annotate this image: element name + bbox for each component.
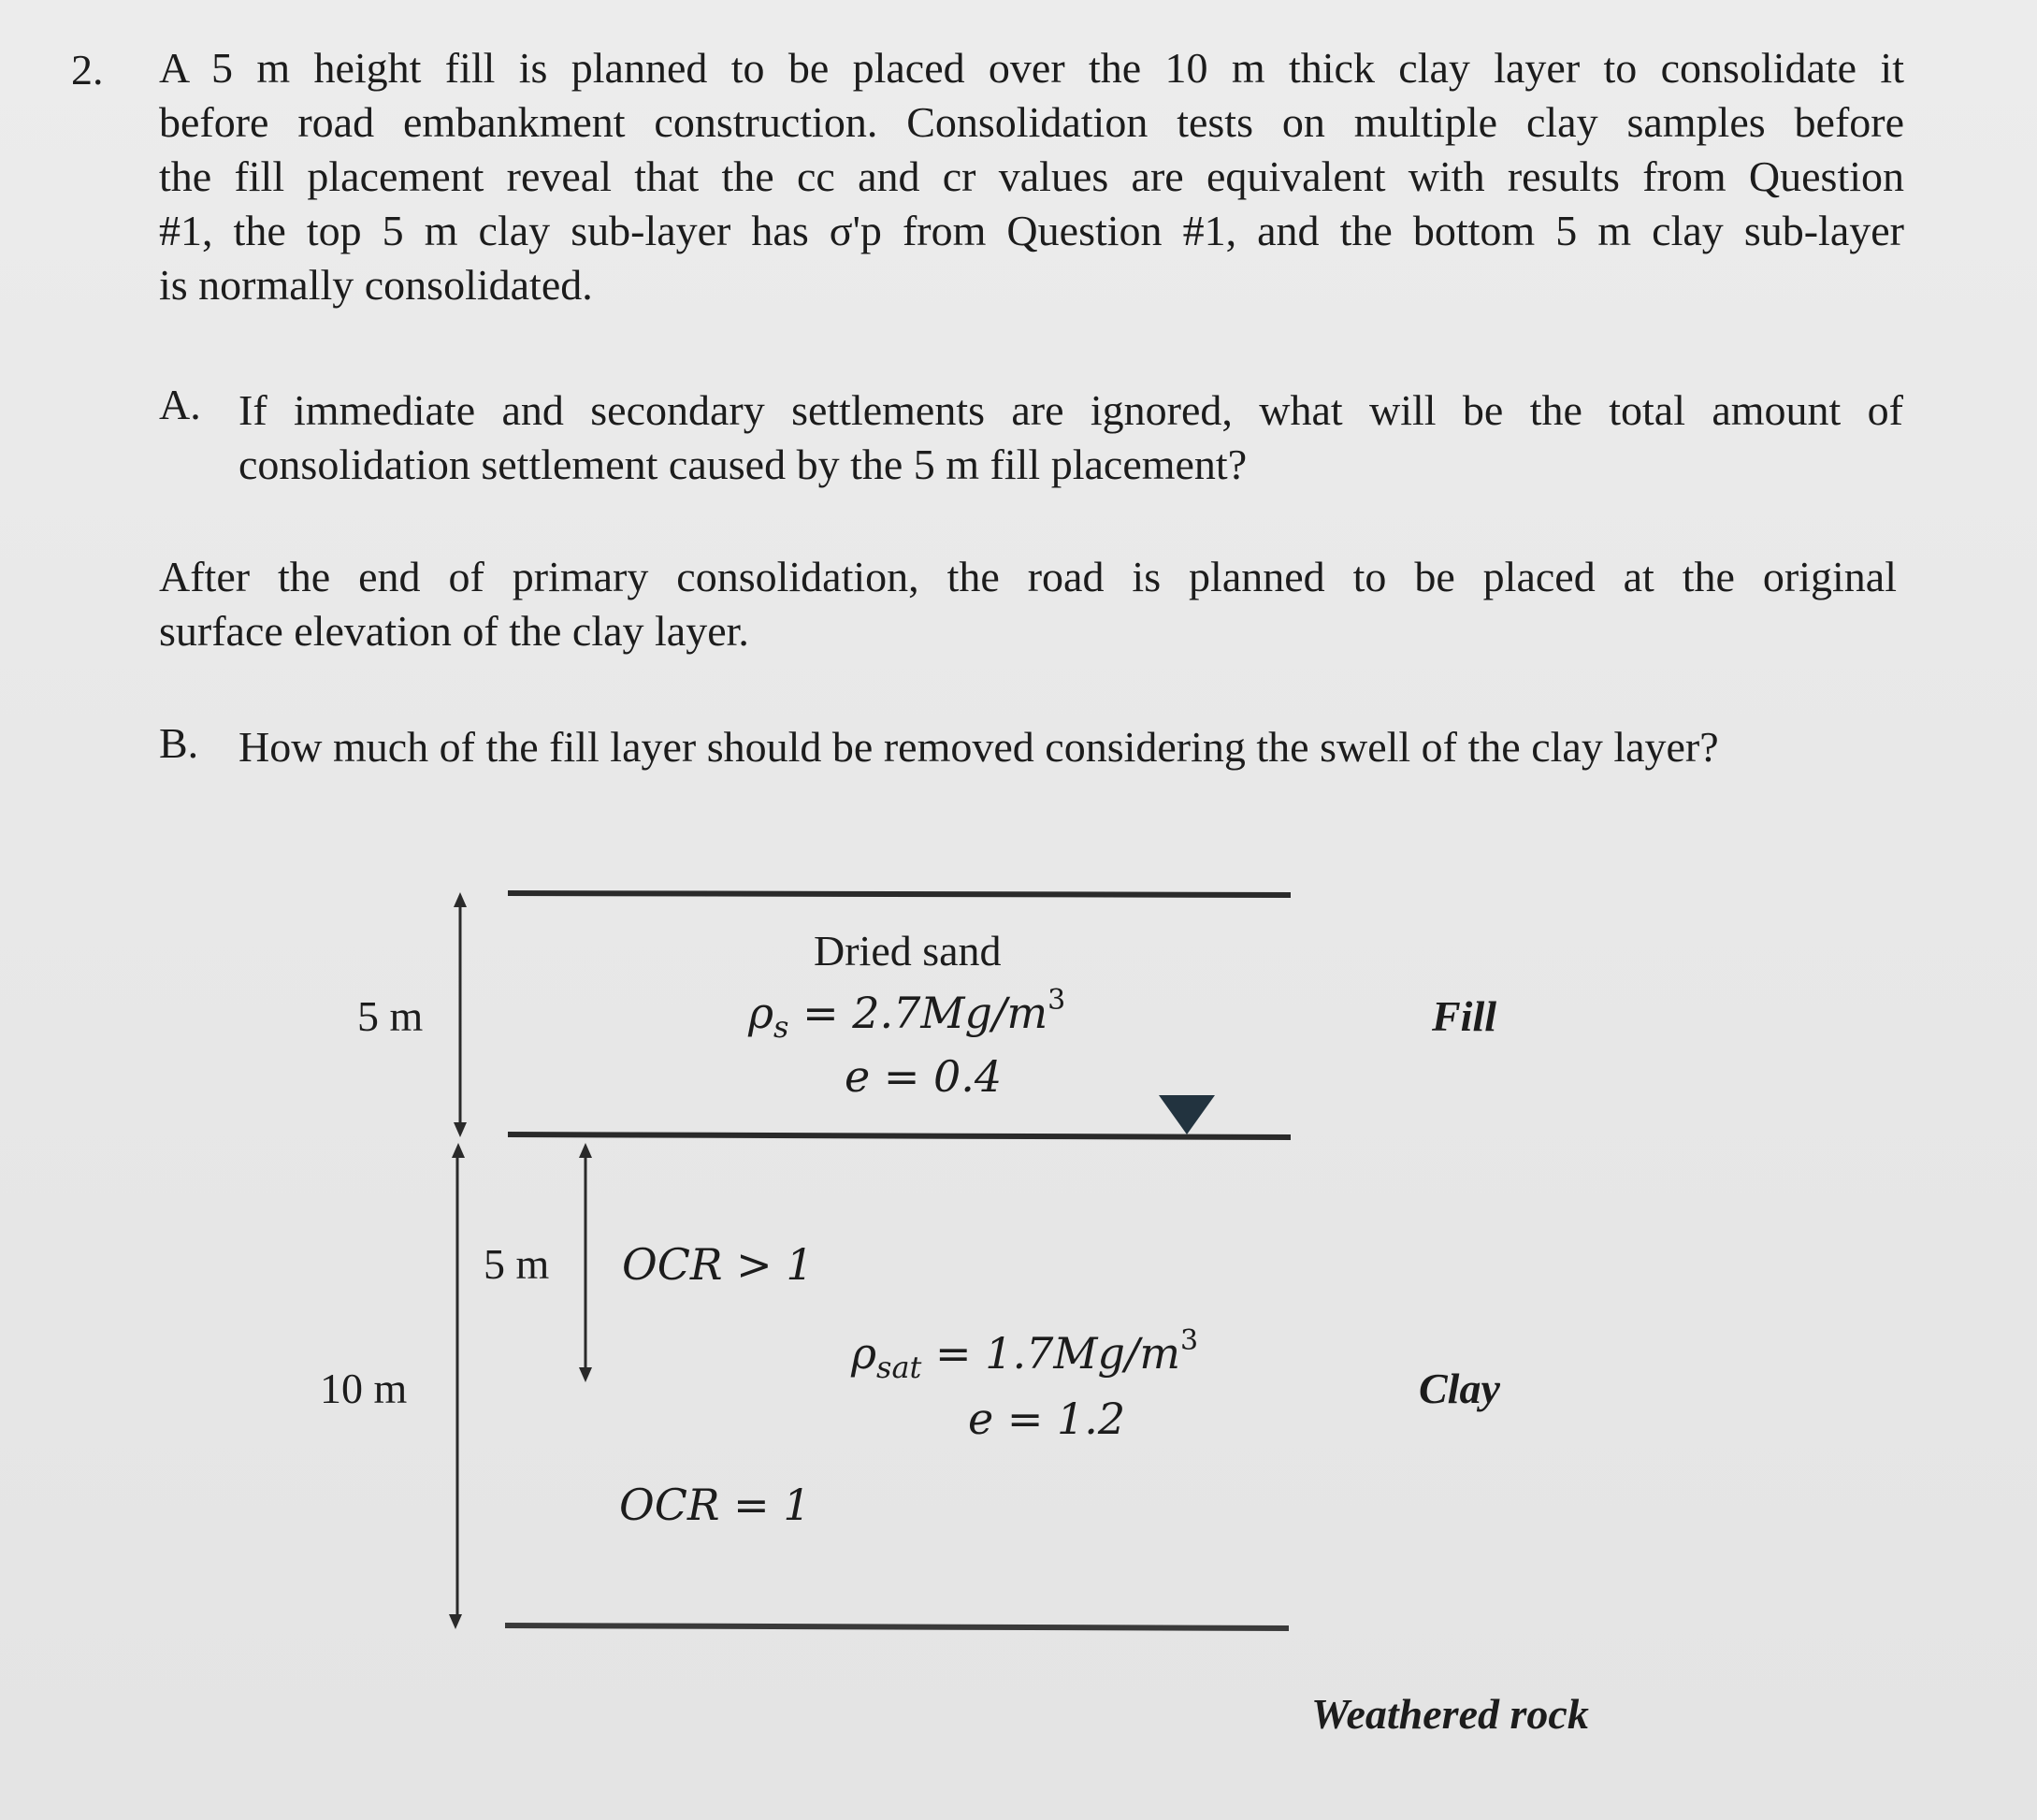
intro-line-1: A 5 m height fill is planned to be placed over the 10 m thick clay layer to consolidate it	[159, 44, 1904, 92]
fill-layer-label: Fill	[1432, 992, 1497, 1040]
ocr-top-label: OCR > 1	[622, 1239, 814, 1290]
fill-material-label: Dried sand	[814, 927, 1002, 975]
fill-density-label	[748, 984, 1066, 1045]
fill-void-ratio-label: e = 0.4	[845, 1051, 1003, 1102]
intro-line-2: before road embankment construction. Consolidation tests on multiple clay samples before	[159, 98, 1904, 146]
clay-density-subscript: sat	[876, 1350, 922, 1385]
fill-density-value: = 2.7Mg/m	[802, 988, 1048, 1038]
part-a-line-2: consolidation settlement caused by the 5 m fill placement?	[238, 441, 1248, 488]
weathered-rock-label: Weathered rock	[1311, 1690, 1589, 1738]
after-line-2: surface elevation of the clay layer.	[159, 607, 749, 655]
part-a-line-1: If immediate and secondary settlements are ignored, what will be the total amount of	[238, 386, 1903, 434]
fill-top-line	[508, 893, 1291, 895]
fill-arrow-head-down	[454, 1122, 467, 1137]
clay-layer-label: Clay	[1419, 1365, 1500, 1412]
clay-density-label	[851, 1324, 1199, 1385]
top-sublayer-height-label: 5 m	[484, 1240, 550, 1288]
part-a-question	[238, 383, 1903, 492]
clay-arrow-head-up	[452, 1143, 465, 1158]
clay-density-value: = 1.7Mg/m	[935, 1328, 1181, 1379]
fill-density-exponent: 3	[1047, 984, 1066, 1017]
fill-density-symbol: ρ	[748, 988, 774, 1038]
fill-arrow-head-up	[454, 892, 467, 907]
sublayer-arrow-head-down	[579, 1367, 592, 1382]
after-consolidation-text	[159, 550, 1897, 658]
part-b-label: B.	[159, 719, 199, 767]
clay-void-ratio-label: e = 1.2	[968, 1394, 1126, 1444]
clay-height-label: 10 m	[320, 1365, 408, 1412]
intro-line-4: #1, the top 5 m clay sub-layer has σ'p from Question #1, and the bottom 5 m clay sub-layer	[159, 207, 1904, 254]
part-b-question: How much of the fill layer should be removed considering the swell of the clay layer?	[238, 723, 1719, 771]
sublayer-arrow-head-up	[579, 1143, 592, 1158]
question-number: 2.	[71, 46, 104, 94]
clay-density-symbol: ρ	[851, 1328, 877, 1379]
question-intro	[159, 41, 1904, 312]
clay-bottom-line	[505, 1625, 1289, 1628]
clay-density-exponent: 3	[1180, 1324, 1199, 1357]
clay-arrow-head-down	[449, 1614, 462, 1629]
clay-top-line	[508, 1134, 1291, 1137]
fill-height-label: 5 m	[357, 992, 424, 1040]
fill-density-subscript: s	[773, 1009, 789, 1045]
intro-line-3: the fill placement reveal that the cc and cr values are equivalent with results from Question	[159, 152, 1904, 200]
water-table-icon	[1159, 1095, 1215, 1134]
after-line-1: After the end of primary consolidation, the road is planned to be placed at the original	[159, 553, 1897, 600]
part-a-label: A.	[159, 381, 201, 428]
ocr-bottom-label: OCR = 1	[619, 1480, 811, 1530]
intro-line-5: is normally consolidated.	[159, 261, 593, 309]
